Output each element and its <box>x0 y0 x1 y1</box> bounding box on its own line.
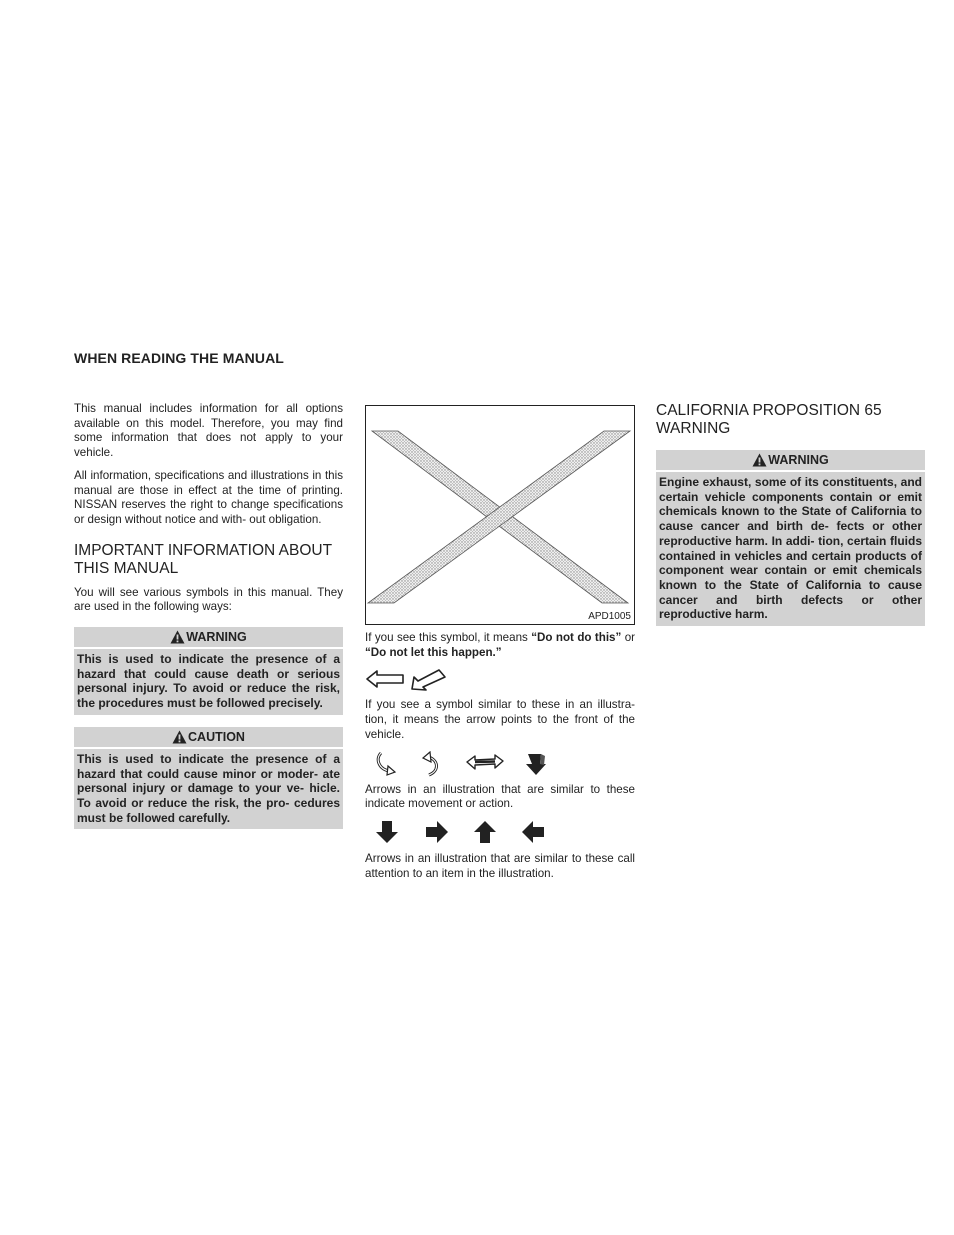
specifications-paragraph: All information, specifications and illustrations in this manual are those in effect at the time of printing. NISSAN reserves the right to change specifications or design without notice and with- out obligation. <box>74 468 343 526</box>
attention-arrow-right-icon <box>425 820 449 844</box>
x-cross-symbol <box>366 406 634 624</box>
front-arrow-diagonal-icon <box>409 668 451 692</box>
california-heading: CALIFORNIA PROPOSITION 65 WARNING <box>656 402 882 437</box>
warning-box <box>74 627 343 715</box>
front-arrow-text: If you see a symbol similar to these in an illustra- tion, it means the arrow points to the front of the vehicle. <box>365 698 635 741</box>
movement-arrow-text: Arrows in an illustration that are similar to these indicate movement or action. <box>365 782 635 811</box>
symbol-meaning-text: If you see this symbol, it means “Do not do this” or “Do not let this happen.” <box>365 631 636 659</box>
warning-triangle-icon <box>752 453 767 467</box>
caution-label: CAUTION <box>188 729 245 744</box>
caution-box <box>74 727 343 830</box>
attention-arrows-row <box>365 820 635 846</box>
warning-label: WARNING <box>186 630 247 645</box>
california-warning-text: Engine exhaust, some of its constituents, and certain vehicle components contain or emit chemicals known to the State of California to cause cancer and birth de- fects or other reproductive harm. In addi- tion, certain fluids contained in vehicles and certain products of component wear contain or emit chemicals known to the State of California to cause cancer and birth defects or other reproductive harm. <box>659 475 922 622</box>
do-not-symbol-figure <box>365 405 635 625</box>
warning-triangle-icon <box>170 630 185 644</box>
page-title: WHEN READING THE MANUAL <box>74 350 284 366</box>
movement-arrow-icon <box>465 751 505 773</box>
figure-label: APD1005 <box>588 611 631 622</box>
important-info-heading: IMPORTANT INFORMATION ABOUT THIS MANUAL <box>74 541 332 577</box>
attention-arrow-left-icon <box>521 820 545 844</box>
caution-text: This is used to indicate the presence of a hazard that could cause minor or moder- ate personal injury or damage to your ve- hicle. To avoid or reduce the risk, the pro- cedures must be followed carefully. <box>77 751 340 825</box>
column-1 <box>74 402 343 829</box>
warning-text: This is used to indicate the presence of a hazard that could cause death or serious personal injury. To avoid or reduce the risk, the procedures must be followed precisely. <box>77 652 340 711</box>
movement-arrow-icon <box>375 751 397 777</box>
warning-triangle-icon <box>172 730 187 744</box>
front-arrow-icon <box>365 668 405 690</box>
symbols-paragraph: You will see various symbols in this manual. They are used in the following ways: <box>74 585 343 614</box>
attention-arrow-up-icon <box>473 820 497 844</box>
california-warning-box <box>656 450 925 626</box>
front-arrows-row <box>365 668 635 692</box>
movement-arrows-row <box>365 751 635 777</box>
attention-arrow-down-icon <box>375 820 399 844</box>
column-2 <box>365 402 635 889</box>
movement-arrow-icon <box>523 751 549 777</box>
attention-arrow-text: Arrows in an illustration that are similar to these call attention to an item in the illustration. <box>365 851 635 880</box>
warning-label: WARNING <box>768 453 829 467</box>
column-3 <box>656 402 925 626</box>
movement-arrow-icon <box>421 751 443 777</box>
intro-paragraph: This manual includes information for all options available on this model. Therefore, you may find some information that does not apply to your vehicle. <box>74 402 343 460</box>
